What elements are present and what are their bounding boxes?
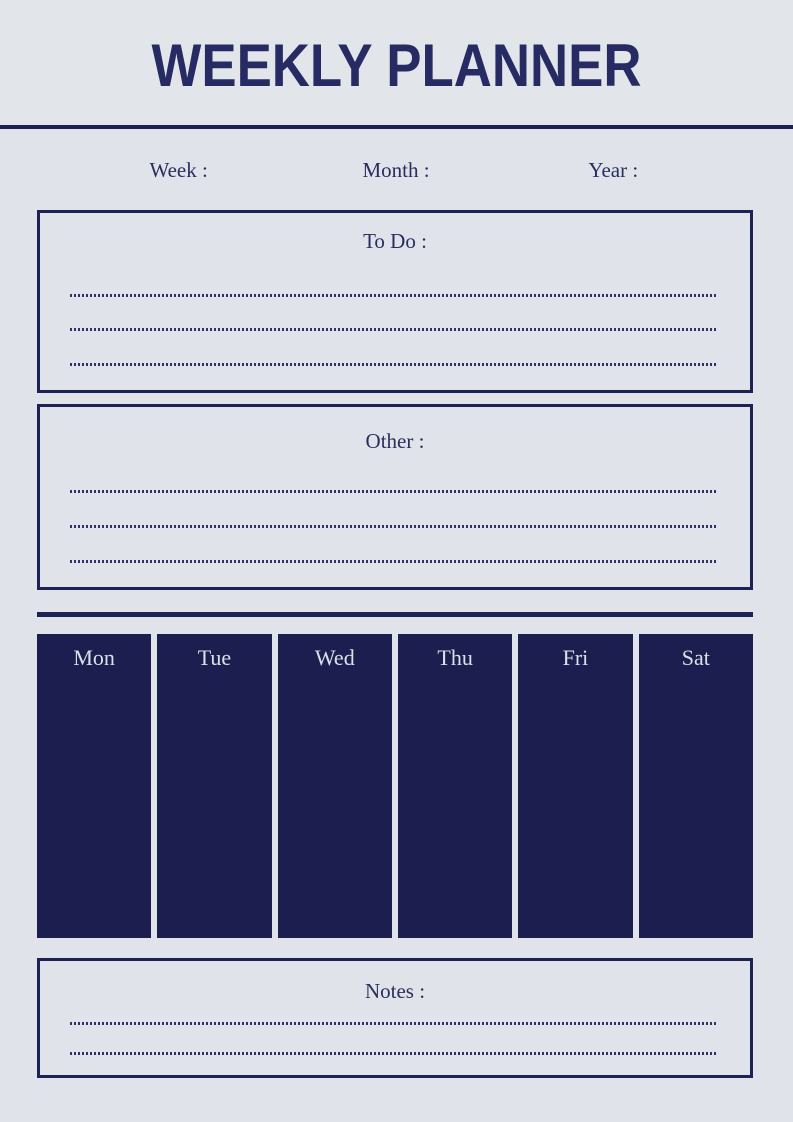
day-label: Sat xyxy=(681,645,710,670)
notes-writing-line-2 xyxy=(70,1052,718,1055)
week-field xyxy=(70,158,287,183)
day-label: Thu xyxy=(437,645,473,670)
other-section xyxy=(37,404,753,590)
calendar-divider xyxy=(37,612,753,617)
day-column-tue xyxy=(157,634,271,938)
year-field-label: Year : xyxy=(588,158,639,182)
weekday-grid xyxy=(37,634,753,938)
other-writing-line-2 xyxy=(70,525,718,528)
notes-section-title: Notes : xyxy=(364,979,426,1003)
todo-writing-line-1 xyxy=(70,294,718,297)
day-label: Fri xyxy=(562,645,589,670)
month-field-label: Month : xyxy=(362,158,430,182)
todo-section-title: To Do : xyxy=(363,229,427,253)
other-section-title: Other : xyxy=(365,429,425,453)
day-column-mon xyxy=(37,634,151,938)
day-column-sat xyxy=(639,634,753,938)
month-field xyxy=(287,158,504,183)
day-label: Mon xyxy=(73,645,115,670)
page-title: WEEKLY PLANNER xyxy=(151,32,642,99)
day-column-wed xyxy=(278,634,392,938)
day-label: Tue xyxy=(197,645,232,670)
header-divider xyxy=(0,125,793,129)
todo-writing-line-2 xyxy=(70,328,718,331)
day-column-fri xyxy=(518,634,632,938)
year-field xyxy=(505,158,722,183)
meta-row xyxy=(70,158,722,183)
notes-writing-line-1 xyxy=(70,1022,718,1025)
todo-writing-line-3 xyxy=(70,363,718,366)
week-field-label: Week : xyxy=(149,158,208,182)
todo-section xyxy=(37,210,753,393)
other-writing-line-3 xyxy=(70,560,718,563)
notes-section xyxy=(37,958,753,1078)
day-label: Wed xyxy=(314,645,355,670)
other-writing-line-1 xyxy=(70,490,718,493)
day-column-thu xyxy=(398,634,512,938)
